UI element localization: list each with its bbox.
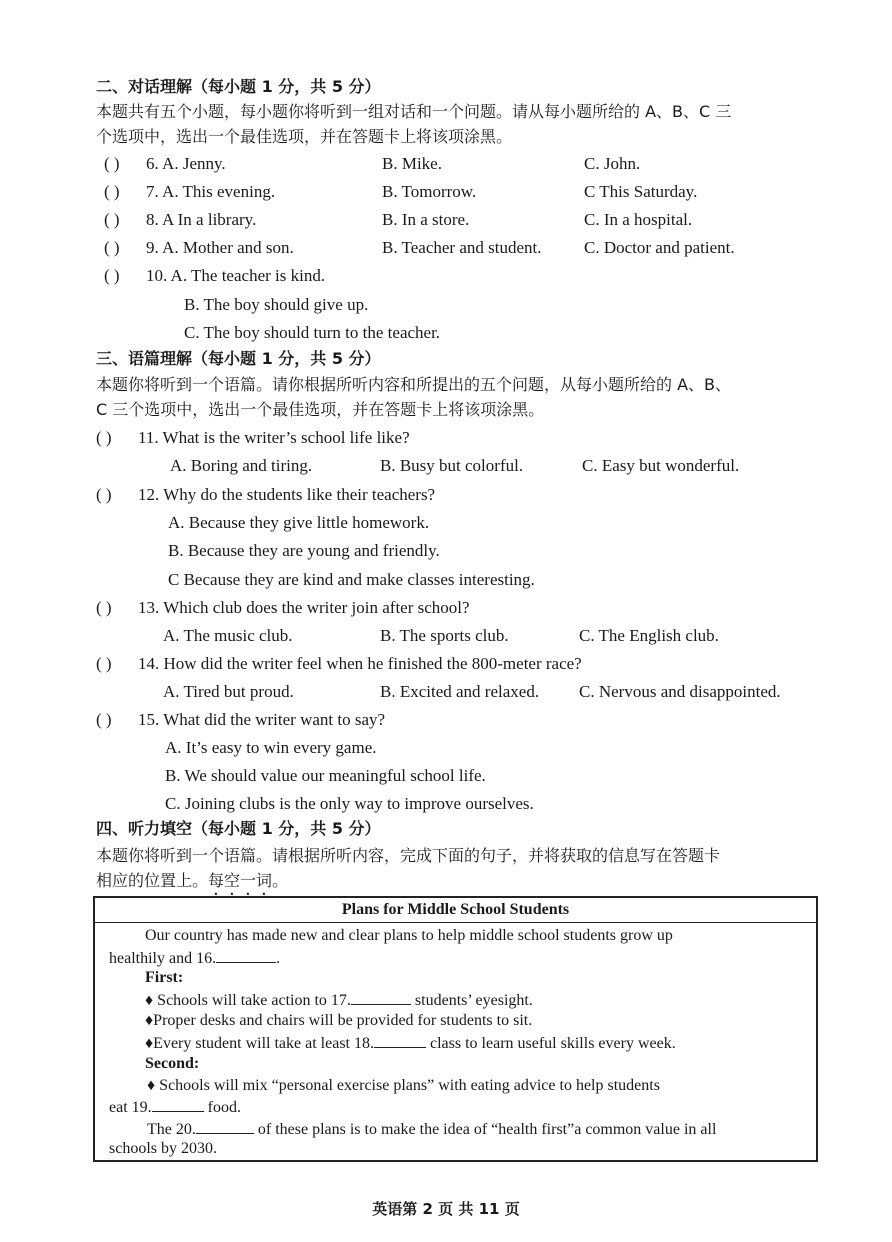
answer-blank-9: ( ) [104, 238, 120, 257]
q11-option-a: A. Boring and tiring. [170, 456, 313, 475]
section2-instruction-1: 本题共有五个小题，每小题你将听到一组对话和一个问题。请从每小题所给的 A、B、C 三 [96, 102, 732, 121]
q6-option-c: C. John. [584, 154, 641, 173]
q14-option-c: C. Nervous and disappointed. [579, 682, 781, 701]
q8-option-a: 8. A In a library. [146, 210, 257, 229]
q13-option-c: C. The English club. [579, 626, 719, 645]
q15-option-c: C. Joining clubs is the only way to improve ourselves. [165, 794, 534, 813]
section4-instruction-emphasis: 每空一词 [208, 871, 273, 890]
plans-p2a-end: of these plans is to make the idea of “health first”a common value in all [253, 1121, 717, 1138]
q12-stem: 12. Why do the students like their teachers? [138, 485, 436, 504]
first-heading: First: [145, 969, 184, 986]
bullet-4b [109, 1097, 241, 1118]
plans-p2a-text: The 20. [147, 1121, 196, 1138]
bullet-1-end: students’ eyesight. [410, 992, 533, 1009]
q9-option-a: 9. A. Mother and son. [146, 238, 294, 257]
q14-option-b: B. Excited and relaxed. [380, 682, 540, 701]
section4-title: 四、听力填空（每小题 1 分，共 5 分） [96, 819, 381, 838]
q6-option-a: 6. A. Jenny. [146, 154, 226, 173]
section3-instruction-1: 本题你将听到一个语篇。请你根据所听内容和所提出的五个问题，从每小题所给的 A、B、 [96, 375, 732, 394]
q11-stem: 11. What is the writer’s school life like? [138, 428, 410, 447]
q12-option-b: B. Because they are young and friendly. [168, 541, 440, 560]
q7-option-c: C This Saturday. [584, 182, 698, 201]
q13-stem: 13. Which club does the writer join after school? [138, 598, 470, 617]
q15-option-b: B. We should value our meaningful school life. [165, 766, 486, 785]
bullet-4b-text: eat 19. [109, 1099, 152, 1116]
blank-17[interactable] [351, 990, 411, 1005]
bullet-3-end: class to learn useful skills every week. [426, 1035, 676, 1052]
q10-option-b: B. The boy should give up. [184, 295, 369, 314]
q6-option-b: B. Mike. [382, 154, 442, 173]
q7-option-a: 7. A. This evening. [146, 182, 276, 201]
bullet-2: ♦Proper desks and chairs will be provided for students to sit. [145, 1012, 533, 1029]
q15-option-a: A. It’s easy to win every game. [165, 738, 377, 757]
section4-instruction-2c: 。 [272, 871, 289, 890]
plans-paragraph-1a: Our country has made new and clear plans to help middle school students grow up [145, 927, 673, 944]
answer-blank-11: ( ) [96, 428, 112, 447]
section4-instruction-1: 本题你将听到一个语篇。请根据所听内容，完成下面的句子，并将获取的信息写在答题卡 [96, 846, 721, 865]
answer-blank-7: ( ) [104, 182, 120, 201]
section4-instruction-2 [96, 870, 288, 899]
q12-option-a: A. Because they give little homework. [168, 513, 430, 532]
answer-blank-8: ( ) [104, 210, 120, 229]
q10-option-c: C. The boy should turn to the teacher. [184, 323, 441, 342]
q11-option-b: B. Busy but colorful. [380, 456, 524, 475]
q9-option-c: C. Doctor and patient. [584, 238, 735, 257]
bullet-4b-end: food. [203, 1099, 241, 1116]
section3-instruction-2: C 三个选项中，选出一个最佳选项，并在答题卡上将该项涂黑。 [96, 400, 545, 419]
q14-stem: 14. How did the writer feel when he finished the 800-meter race? [138, 654, 582, 673]
plans-paragraph-1b [109, 948, 280, 969]
answer-blank-6: ( ) [104, 154, 120, 173]
q15-stem: 15. What did the writer want to say? [138, 710, 386, 729]
plans-paragraph-2a [147, 1119, 716, 1140]
plans-p1b-text: healthily and 16. [109, 950, 217, 967]
q13-option-b: B. The sports club. [380, 626, 509, 645]
bullet-3 [145, 1033, 676, 1054]
q8-option-c: C. In a hospital. [584, 210, 693, 229]
plans-box [93, 896, 818, 1162]
q10-option-a: 10. A. The teacher is kind. [146, 266, 326, 285]
q9-option-b: B. Teacher and student. [382, 238, 542, 257]
blank-19[interactable] [152, 1097, 204, 1112]
bullet-3-text: ♦Every student will take at least 18. [145, 1035, 374, 1052]
section4-instruction-2a: 相应的位置上。 [96, 871, 209, 890]
answer-blank-15: ( ) [96, 710, 112, 729]
blank-20[interactable] [196, 1119, 254, 1134]
q14-option-a: A. Tired but proud. [163, 682, 294, 701]
q11-option-c: C. Easy but wonderful. [582, 456, 740, 475]
answer-blank-12: ( ) [96, 485, 112, 504]
second-heading: Second: [145, 1055, 200, 1072]
answer-blank-10: ( ) [104, 266, 120, 285]
q13-option-a: A. The music club. [163, 626, 293, 645]
blank-16[interactable] [216, 948, 276, 963]
answer-blank-14: ( ) [96, 654, 112, 673]
bullet-4a: ♦ Schools will mix “personal exercise plans” with eating advice to help students [147, 1077, 660, 1094]
answer-blank-13: ( ) [96, 598, 112, 617]
section2-title: 二、对话理解（每小题 1 分，共 5 分） [96, 77, 381, 96]
bullet-1 [145, 990, 533, 1011]
blank-18[interactable] [374, 1033, 426, 1048]
section3-title: 三、语篇理解（每小题 1 分，共 5 分） [96, 349, 381, 368]
plans-box-title: Plans for Middle School Students [95, 898, 816, 923]
q7-option-b: B. Tomorrow. [382, 182, 477, 201]
section2-instruction-2: 个选项中，选出一个最佳选项，并在答题卡上将该项涂黑。 [96, 127, 513, 146]
q8-option-b: B. In a store. [382, 210, 470, 229]
plans-paragraph-2b: schools by 2030. [109, 1140, 217, 1157]
page-footer: 英语第 2 页 共 11 页 [372, 1200, 520, 1218]
bullet-1-text: ♦ Schools will take action to 17. [145, 992, 351, 1009]
plans-p1b-end: . [276, 950, 281, 967]
q12-option-c: C Because they are kind and make classes interesting. [168, 570, 535, 589]
